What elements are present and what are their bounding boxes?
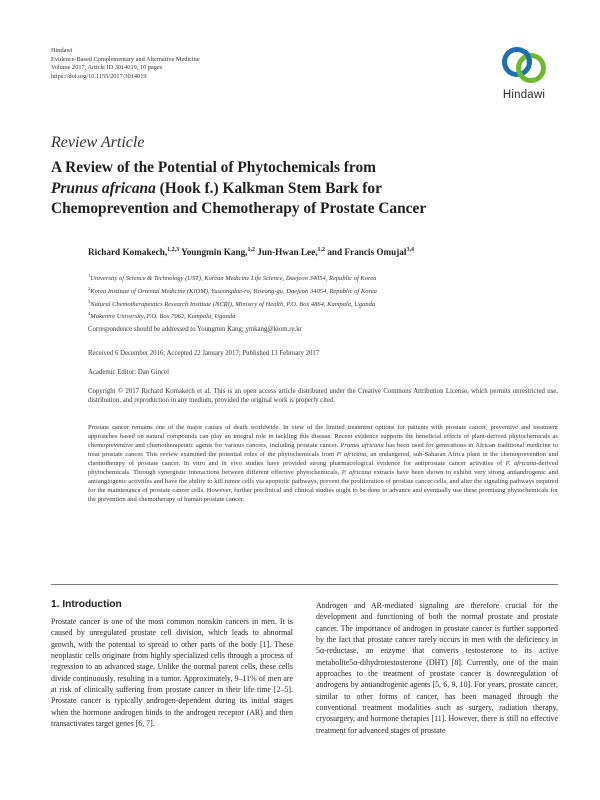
affiliation: $^4$Makerere University, P.O. Box 7062, Kampala, Uganda xyxy=(88,311,236,321)
section-heading: 1. Introduction xyxy=(51,599,122,610)
title-line-3: Chemoprevention and Chemotherapy of Prostate Cancer xyxy=(51,200,427,217)
author[interactable]: Jun-Hwan Lee,$^{1,2}$ xyxy=(257,247,326,258)
publication-dates: Received 6 December 2016; Accepted 22 January 2017; Published 13 February 2017 xyxy=(88,350,320,357)
hindawi-logo xyxy=(494,44,554,114)
volume-info: Volume 2017, Article ID 3014019, 10 pages xyxy=(51,64,163,72)
affiliation: $^3$Natural Chemotherapeutics Research Institute (NCRI), Ministry of Health, P.O. Box 4864, Kampala, Uganda xyxy=(88,298,376,308)
affiliation: $^1$University of Science & Technology (UST), Korean Medicine Life Science, Daejeon 34054, Republic of Korea xyxy=(88,273,377,283)
body-column-right: Androgen and AR-mediated signaling are therefore crucial for the development and functioning of both the normal prostate and prostate cancer. The importance of androgen in prostate cancer is further supported by the fact that prostate cancer rarely occurs in men with the deficiency in 5α-reductase, an enzyme that converts testosterone to its active metabolite5α-dihydrotestosterone (DHT) [8]. Currently, one of the main approaches to the treatment of prostate cancer is downregulation of androgens by antiandrogenic agents [5, 6, 9, 10]. For years, prostate cancer, similar to other forms of cancer, has been managed through the conventional treatment modalities such as surgery, radiation therapy, cryosurgery, and hormone therapies [11]. However, there is still no effective treatment for advanced stages of prostate xyxy=(316,601,558,735)
author-list xyxy=(88,247,558,257)
article-type: Review Article xyxy=(51,134,145,151)
author[interactable]: Richard Komakech,$^{1,2,3}$ xyxy=(88,247,180,258)
author[interactable]: and Francis Omujal$^{3,4}$ xyxy=(327,247,414,258)
affiliation: $^2$Korea Institute of Oriental Medicine (KIOM), Yuseongdae-ro, Yuseong-gu, Daejeon 34054, Republic of Korea xyxy=(88,285,377,295)
academic-editor: Academic Editor: Dan Gincel xyxy=(88,369,169,376)
title-line-1: A Review of the Potential of Phytochemicals from xyxy=(51,159,376,176)
abstract: Prostate cancer remains one of the major causes of death worldwide. In view of the limited treatment options for patients with prostate cancer, preventive and treatment approaches based on natural compounds can play an integral role in tackling this disease. Recent evidence supports the beneficial effects of plant-derived phytochemicals as chemopreventive and chemotherapeutic agents for various cancers, including prostate cancer. Prunus africana has been used for generations in African traditional medicine to treat prostate cancer. This review examined the potential roles of the phytochemicals from P. africana, an endangered, sub-Saharan Africa plant in the chemoprevention and chemotherapy of prostate cancer. In vitro and in vivo studies have provided strong pharmacological evidence for antiprostate cancer activities of P. africana-derived phytochemicals. Through synergistic interactions between different effective phytochemicals, P. africana extracts have been shown to exhibit very strong antiandrogenic and antiangiogenic activities and have the ability to kill tumor cells via apoptotic pathways, prevent the proliferation of prostate cancer cells, and alter the signaling pathways required for the maintenance of prostate cancer cells. However, further preclinical and clinical studies ought to be done to advance and eventually use these promising phytochemicals for the prevention and chemotherapy of human prostate cancer. xyxy=(88,424,558,504)
publisher-name: Hindawi xyxy=(51,47,73,54)
affiliation-list xyxy=(88,271,558,322)
hindawi-rings-icon xyxy=(498,44,550,88)
copyright-notice: Copyright © 2017 Richard Komakech et al. This is an open access article distributed under the Creative Commons Attribution License, which permits unrestricted use, distribution, and reproduction in any medium, provided the original work is properly cited. xyxy=(88,388,558,404)
doi-link[interactable]: https://doi.org/10.1155/2017/3014019 xyxy=(51,72,147,80)
title-line-2: (Hook f.) Kalkman Stem Bark for xyxy=(155,179,382,197)
correspondence: Correspondence should be addressed to Youngmin Kang; ymkang@kiom.re.kr xyxy=(88,326,302,333)
title-species: Prunus africana xyxy=(51,179,156,197)
author[interactable]: Youngmin Kang,$^{1,2}$ xyxy=(181,247,255,258)
logo-wordmark: Hindawi xyxy=(502,89,546,101)
journal-header xyxy=(51,47,311,81)
section-divider xyxy=(51,584,558,585)
body-column-left: Prostate cancer is one of the most common nonskin cancers in men. It is caused by unregulated prostate cell division, which leads to abnormal growth, with the potential to spread to other parts of the body [1]. These neoplastic cells originate from highly specialized cells through a process of regression to an advanced stage. Unlike the normal parent cells, these cells divide continuously, resulting in a tumor. Approximately, 9–11% of men are at risk of clinically suffering from prostate cancer in their life time [2–5]. Prostate cancer is typically androgen-dependent during its initial stages when the hormone androgen binds to the androgen receptor (AR) and then transactivates target genes [6, 7]. xyxy=(51,617,293,729)
article-title xyxy=(51,158,551,220)
journal-name: Evidence-Based Complementary and Alternative Medicine xyxy=(51,55,200,63)
